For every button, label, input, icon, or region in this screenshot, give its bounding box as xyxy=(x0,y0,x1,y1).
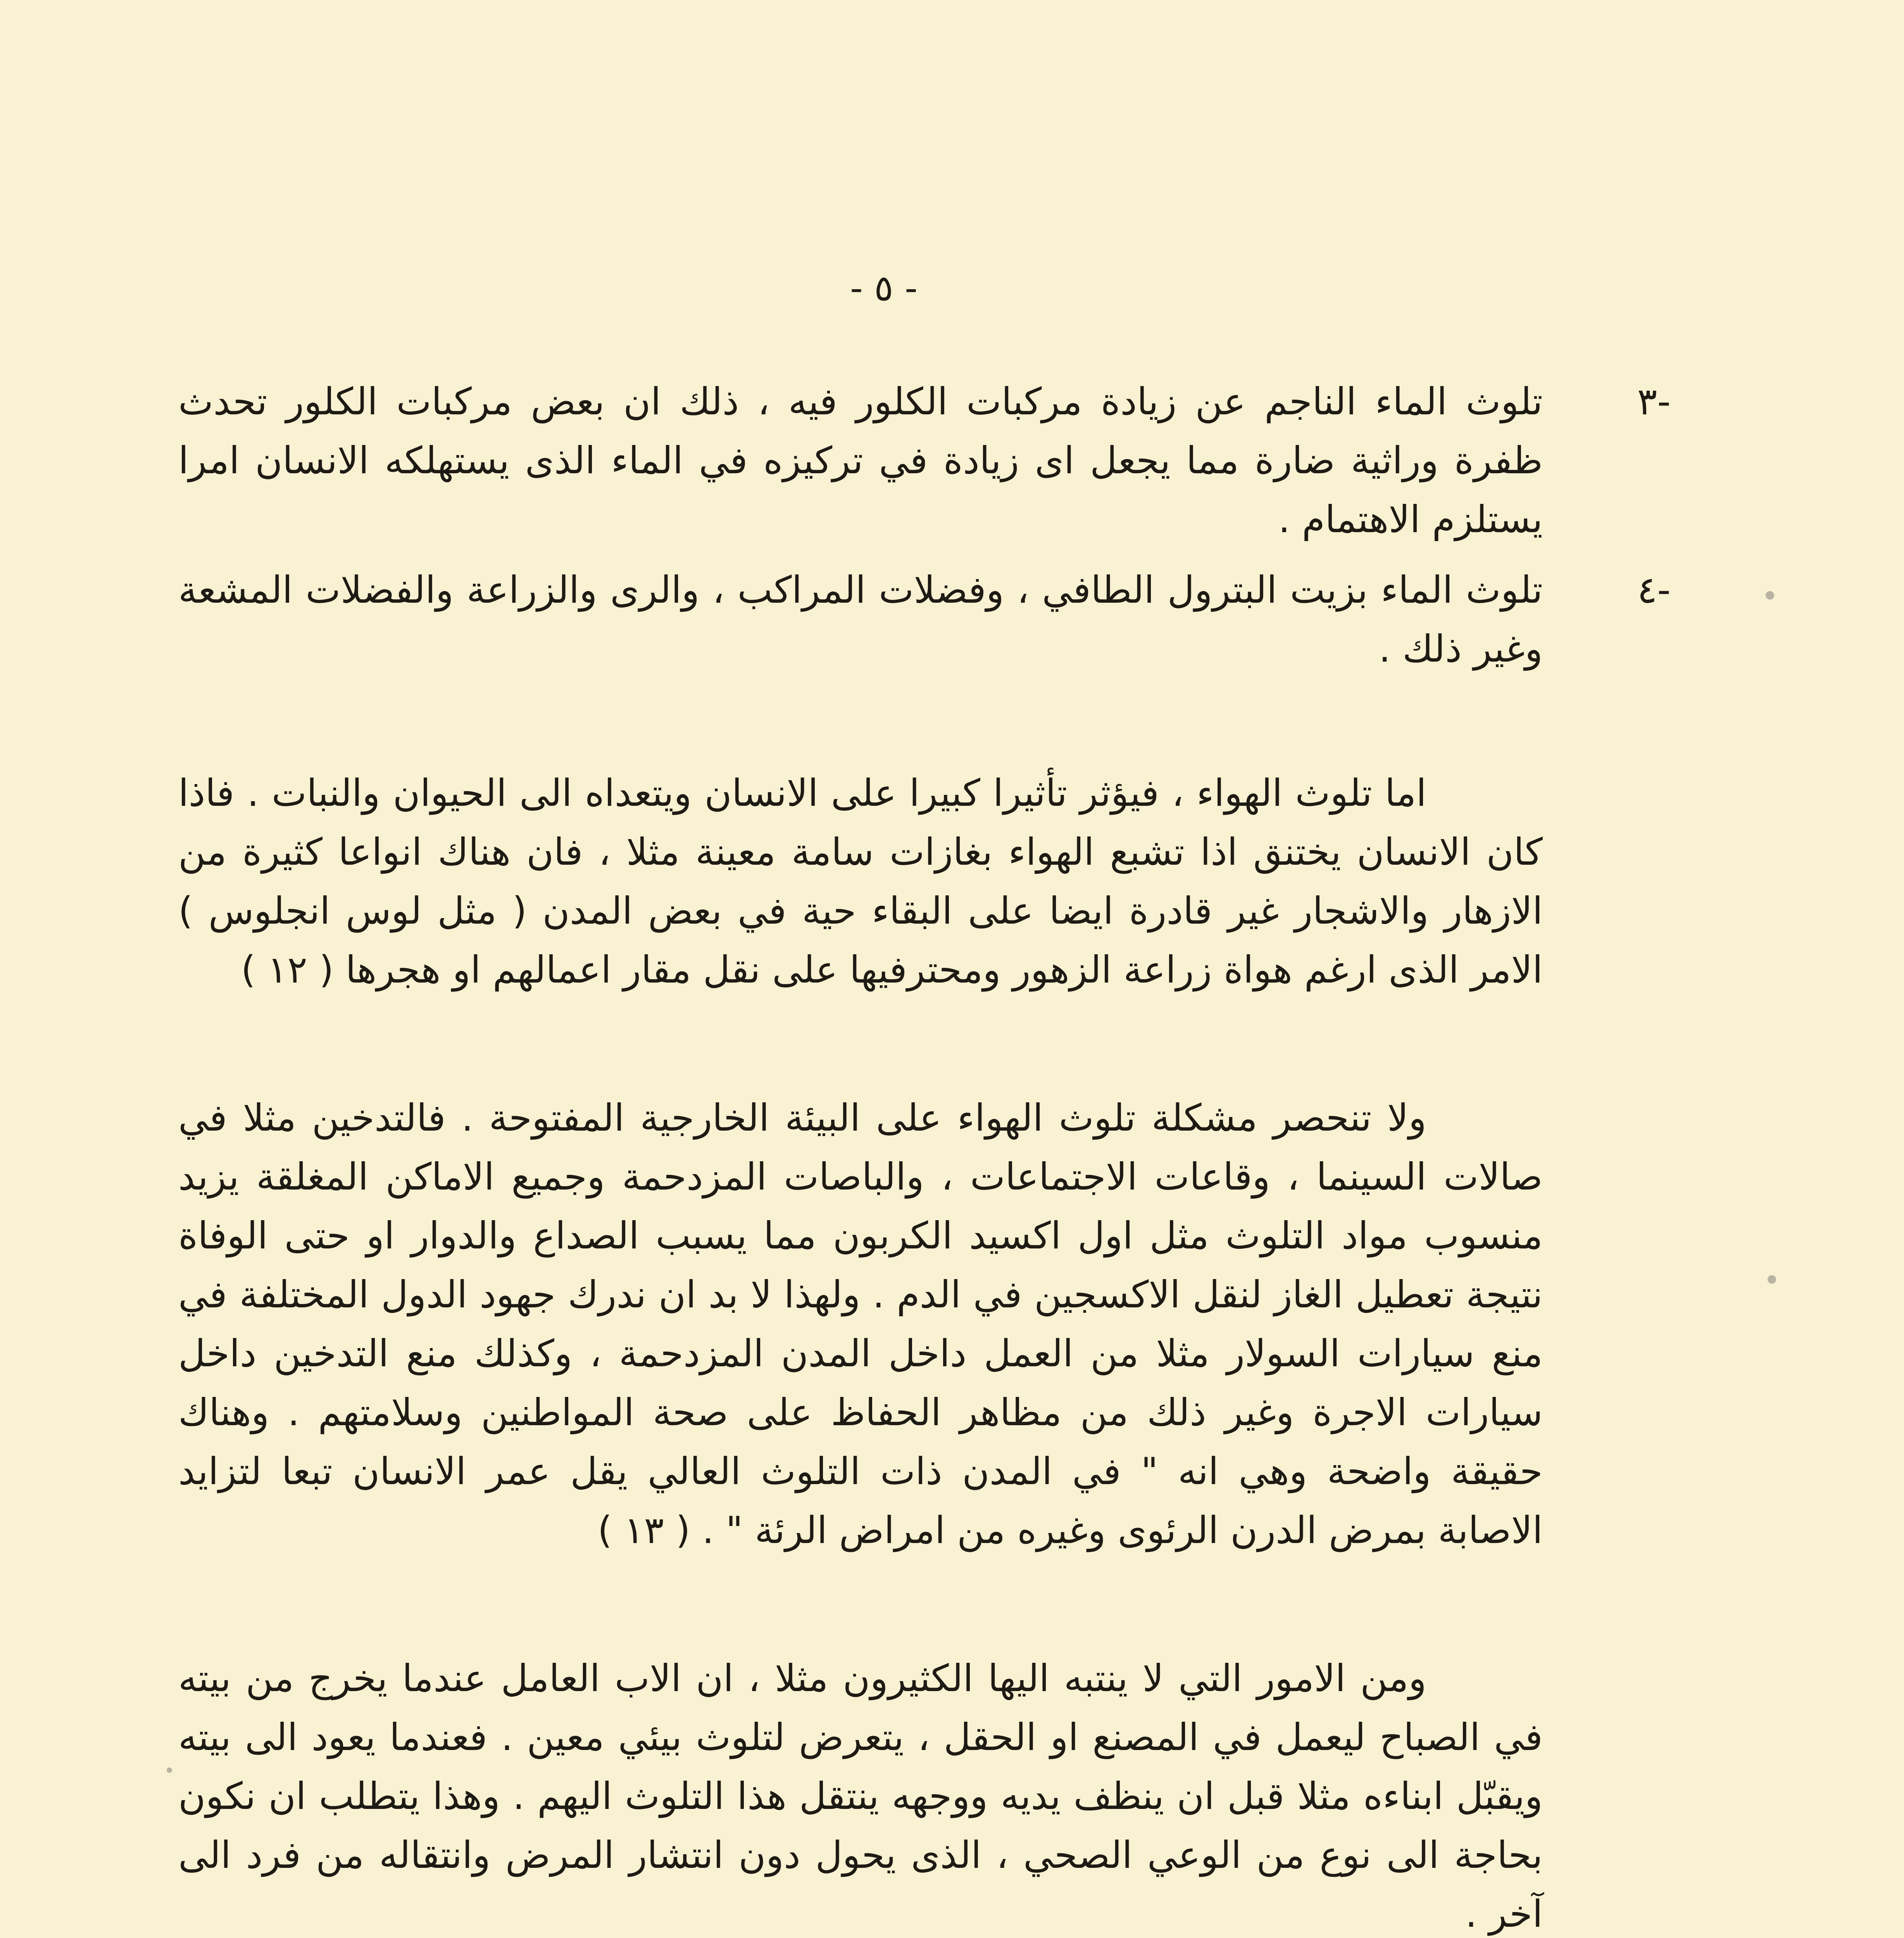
paragraph-air-pollution: اما تلوث الهواء ، فيؤثر تأثيرا كبيرا على الانسان ويتعداه الى الحيوان والنبات . فاذا كان الانسان يختنق اذا تشبع الهواء بغازات سامة معينة مثلا ، فان هناك انواعا كثيرة من الازهار والاشجار غير قادرة ايضا على البقاء حية في بعض المدن ( مثل لوس انجلوس ) الامر الذى ارغم هواة زراعة الزهور ومحترفيها على نقل مقار اعمالهم او هجرها ( ١٢ ) xyxy=(178,771,1543,991)
paragraph-health-awareness: ومن الامور التي لا ينتبه اليها الكثيرون مثلا ، ان الاب العامل عندما يخرج من بيته في الصباح ليعمل في المصنع او الحقل ، يتعرض لتلوث بيئي معين . فعندما يعود الى بيته ويقبّل ابناءه مثلا قبل ان ينظف يديه ووجهه ينتقل هذا التلوث اليهم . وهذا يتطلب ان نكون بحاجة الى نوع من الوعي الصحي ، الذى يحول دون انتشار المرض وانتقاله من فرد الى آخر . xyxy=(178,1657,1543,1936)
paper-speck xyxy=(1766,591,1774,600)
list-item-text: تلوث الماء بزيت البترول الطافي ، وفضلات المراكب ، والرى والزراعة والفضلات المشعة وغير ذلك . xyxy=(178,568,1543,671)
paragraph-indoor-pollution: ولا تنحصر مشكلة تلوث الهواء على البيئة الخارجية المفتوحة . فالتدخين مثلا في صالات السينما ، وقاعات الاجتماعات ، والباصات المزدحمة وجميع الاماكن المغلقة يزيد منسوب مواد التلوث مثل اول اكسيد الكربون مما يسبب الصداع والدوار او حتى الوفاة نتيجة تعطيل الغاز لنقل الاكسجين في الدم . ولهذا لا بد ان ندرك جهود الدول المختلفة في منع سيارات السولار مثلا من العمل داخل المدن المزدحمة ، وكذلك منع التدخين داخل سيارات الاجرة وغير ذلك من مظاهر الحفاظ على صحة المواطنين وسلامتهم . وهناك حقيقة واضحة وهي انه " في المدن ذات التلوث العالي يقل عمر الانسان تبعا لتزايد الاصابة بمرض الدرن الرئوى وغيره من امراض الرئة " . ( ١٣ ) xyxy=(178,1096,1543,1552)
document-body xyxy=(178,372,1671,1938)
list-item xyxy=(178,560,1671,678)
paper-speck xyxy=(1768,1275,1776,1284)
list-item-text: تلوث الماء الناجم عن زيادة مركبات الكلور فيه ، ذلك ان بعض مركبات الكلور تحدث ظفرة وراثية ضارة مما يجعل اى زيادة في تركيزه في الماء الذى يستهلكه الانسان امرا يستلزم الاهتمام . xyxy=(178,380,1543,541)
list-item-number: -٤ xyxy=(1637,568,1671,612)
paper-speck xyxy=(167,1767,172,1773)
list-item-number: -٣ xyxy=(1637,380,1671,423)
list-item xyxy=(178,372,1671,549)
page-number: - ٥ - xyxy=(850,267,918,309)
